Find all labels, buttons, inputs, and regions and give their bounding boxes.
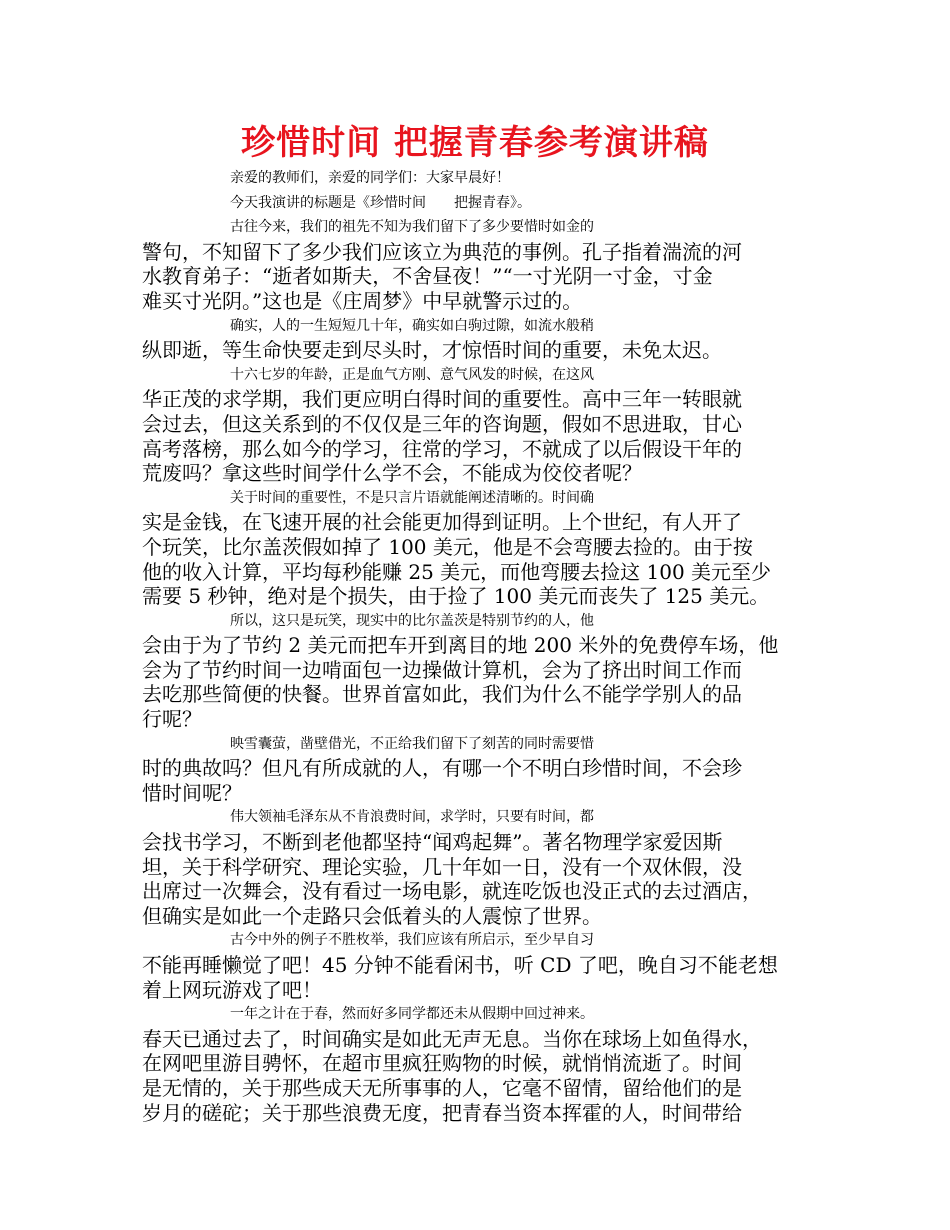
text-line: 他的收入计算，平均每秒能赚 25 美元，而他弯腰去捡这 100 美元至少: [142, 559, 772, 584]
text-line: 一年之计在于春，然而好多同学都还未从假期中回过神来。: [230, 1006, 594, 1023]
text-line: 十六七岁的年龄，正是血气方刚、意气风发的时候，在这风: [230, 366, 594, 383]
text-line: 今天我演讲的标题是《珍惜时间 把握青春》。: [230, 194, 531, 211]
text-line: 在网吧里游目骋怀，在超市里疯狂购物的时候，就悄悄流逝了。时间: [142, 1051, 742, 1076]
text-line: 确实，人的一生短短几十年，确实如白驹过隙，如流水般稍: [230, 317, 594, 334]
text-line: 关于时间的重要性，不是只言片语就能阐述清晰的。时间确: [230, 489, 594, 506]
text-line: 不能再睡懒觉了吧！45 分钟不能看闲书，听 CD 了吧，晚自习不能老想: [142, 953, 778, 977]
text-line: 会找书学习，不断到老他都坚持“闻鸡起舞”。著名物理学家爱因斯: [142, 830, 723, 855]
text-line: 所以，这只是玩笑，现实中的比尔盖茨是特别节约的人，他: [230, 612, 594, 629]
text-line: 警句，不知留下了多少我们应该立为典范的事例。孔子指着湍流的河: [142, 239, 742, 264]
document-title: 珍惜时间 把握青春参考演讲稿: [241, 123, 709, 163]
document-body: [142, 166, 812, 1125]
text-line: 会由于为了节约 2 美元而把车开到离目的地 200 米外的免费停车场，他: [142, 633, 779, 658]
text-line: 着上网玩游戏了吧！: [142, 977, 322, 1002]
text-line: 行呢？: [142, 707, 202, 732]
text-line: 古今中外的例子不胜枚举，我们应该有所启示，至少早自习: [230, 932, 594, 949]
text-line: 是无情的，关于那些成天无所事事的人，它毫不留情，留给他们的是: [142, 1075, 742, 1100]
text-line: 惜时间呢？: [142, 780, 242, 805]
text-line: 高考落榜，那么如今的学习，往常的学习，不就成了以后假设干年的: [142, 436, 742, 461]
text-line: 华正茂的求学期，我们更应明白得时间的重要性。高中三年一转眼就: [142, 387, 742, 412]
text-line: 会为了节约时间一边啃面包一边操做计算机，会为了挤出时间工作而: [142, 657, 742, 682]
text-line: 出席过一次舞会，没有看过一场电影，就连吃饭也没正式的去过酒店，: [142, 879, 762, 904]
text-line: 但确实是如此一个走路只会低着头的人震惊了世界。: [142, 903, 602, 928]
text-line: 坦，关于科学研究、理论实验，几十年如一日，没有一个双休假，没: [142, 854, 742, 879]
text-line: 映雪囊萤，凿壁借光，不正给我们留下了刻苦的同时需要惜: [230, 735, 594, 752]
text-line: 亲爱的教师们，亲爱的同学们：大家早晨好！: [230, 170, 510, 186]
text-line: 古往今来，我们的祖先不知为我们留下了多少要惜时如金的: [230, 219, 594, 236]
text-line: 个玩笑，比尔盖茨假如掉了 100 美元，他是不会弯腰去捡的。由于按: [142, 534, 753, 559]
text-line: 去吃那些简便的快餐。世界首富如此，我们为什么不能学学别人的品: [142, 682, 742, 707]
text-line: 春天已通过去了，时间确实是如此无声无息。当你在球场上如鱼得水，: [142, 1026, 762, 1051]
text-line: 伟大领袖毛泽东从不肯浪费时间，求学时，只要有时间，都: [230, 809, 594, 826]
text-line: 荒废吗？拿这些时间学什么学不会，不能成为佼佼者呢？: [142, 461, 642, 486]
text-line: 时的典故吗？但凡有所成就的人，有哪一个不明白珍惜时间，不会珍: [142, 756, 742, 781]
text-line: 水教育弟子：“逝者如斯夫，不舍昼夜！”“一寸光阴一寸金，寸金: [142, 264, 713, 289]
text-line: 实是金钱，在飞速开展的社会能更加得到证明。上个世纪，有人开了: [142, 510, 742, 535]
text-line: 会过去，但这关系到的不仅仅是三年的咨询题，假如不思进取，甘心: [142, 411, 742, 436]
text-line: 需要 5 秒钟，绝对是个损失，由于捡了 100 美元而丧失了 125 美元。: [142, 584, 770, 609]
text-line: 纵即逝，等生命快要走到尽头时，才惊悟时间的重要，未免太迟。: [142, 338, 722, 363]
text-line: 难买寸光阴。”这也是《庄周梦》中早就警示过的。: [142, 288, 583, 313]
text-line: 岁月的磋砣；关于那些浪费无度，把青春当资本挥霍的人，时间带给: [142, 1100, 742, 1125]
